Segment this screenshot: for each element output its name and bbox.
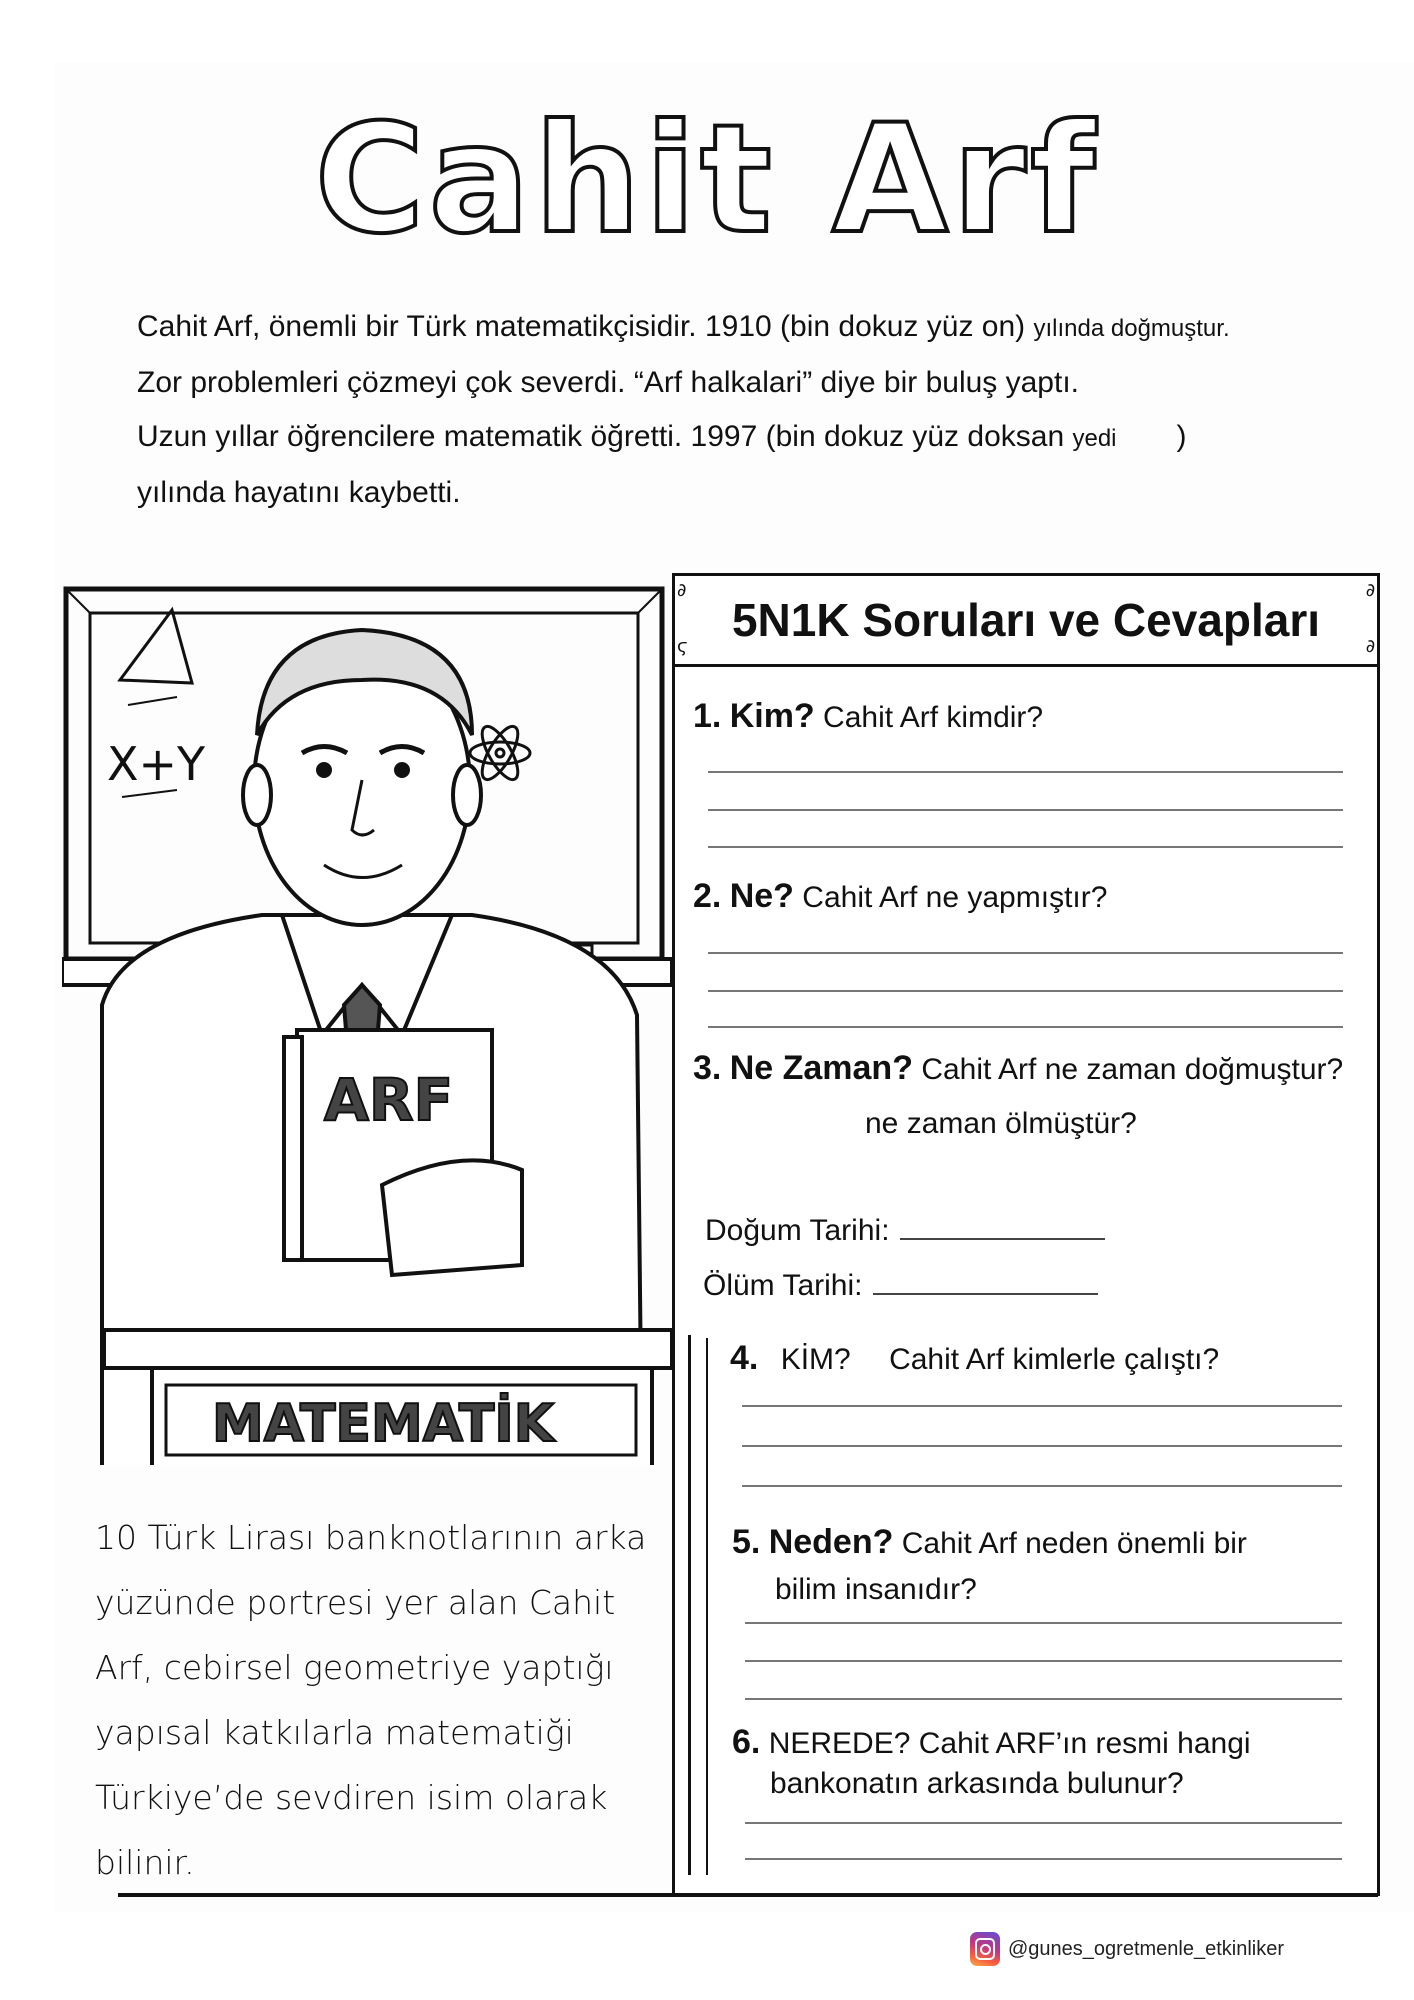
instagram-handle[interactable]: @gunes_ogretmenle_etkinliker (1008, 1937, 1285, 1960)
birth-date-label: Doğum Tarihi: (705, 1214, 890, 1247)
question-number: 3. (693, 1049, 722, 1087)
question-2 (693, 876, 1107, 918)
clip-icon: ∂ (1365, 636, 1375, 657)
intro-text: yılında doğmuştur. (1033, 315, 1230, 342)
desk-label: MATEMATİK (212, 1394, 555, 1454)
answer-line[interactable] (742, 1485, 1342, 1487)
book-label: ARF (324, 1066, 454, 1134)
question-number: 1. (693, 697, 722, 735)
answer-line[interactable] (708, 809, 1343, 811)
question-6-line2: bankonatın arkasında bulunur? (770, 1767, 1184, 1800)
question-keyword: Neden? (768, 1523, 894, 1561)
answer-line[interactable] (708, 846, 1343, 848)
question-keyword: Kim? (729, 697, 815, 735)
question-text: Cahit Arf neden önemli bir (901, 1527, 1247, 1560)
answer-line[interactable] (708, 990, 1343, 992)
question-keyword: NEREDE? (768, 1727, 911, 1760)
intro-line-1 (137, 300, 1387, 356)
panel-title: 5N1K Soruları ve Cevapları (731, 594, 1321, 646)
answer-line[interactable] (708, 1026, 1343, 1028)
death-date-label: Ölüm Tarihi: (703, 1269, 863, 1302)
inner-frame-line (706, 1338, 708, 1875)
answer-line[interactable] (745, 1822, 1342, 1824)
intro-text: Cahit Arf, önemli bir Türk matematikçisidir. 1910 (bin dokuz yüz on) (137, 310, 1026, 343)
answer-line[interactable] (745, 1622, 1342, 1624)
info-line: yüzünde portresi yer alan Cahit (95, 1583, 616, 1622)
footer-credit (970, 1932, 1284, 1966)
question-number: 6. (732, 1723, 761, 1761)
intro-line-2: Zor problemleri çözmeyi çok severdi. “Arf halkalari” diye bir buluş yaptı. (137, 366, 1079, 399)
clip-icon: ϛ (677, 636, 688, 657)
info-line: Arf, cebirsel geometriye yaptığı (95, 1648, 614, 1687)
question-3-line2: ne zaman ölmüştür? (865, 1107, 1137, 1140)
question-3 (693, 1048, 1343, 1090)
board-formula: X+Y (107, 737, 206, 791)
intro-text: yedi (1072, 425, 1117, 452)
intro-paragraph (137, 300, 1387, 520)
question-number: 2. (693, 877, 722, 915)
intro-line-4: yılında hayatını kaybetti. (137, 476, 461, 509)
info-line: Türkiye’de sevdiren isim olarak (95, 1778, 608, 1817)
question-5 (732, 1522, 1247, 1564)
question-number: 4. (730, 1339, 759, 1377)
info-line: bilinir. (95, 1843, 195, 1882)
book (284, 1030, 522, 1275)
answer-line[interactable] (745, 1698, 1342, 1700)
intro-text: Uzun yıllar öğrencilere matematik öğretti. 1997 (bin dokuz yüz doksan (137, 420, 1065, 453)
question-number: 5. (732, 1523, 761, 1561)
answer-line[interactable] (708, 771, 1343, 773)
answer-line[interactable] (745, 1858, 1342, 1860)
birth-date-input[interactable] (900, 1212, 1105, 1240)
info-paragraph (95, 1505, 675, 1895)
panel-header (675, 576, 1377, 667)
question-1 (693, 696, 1043, 738)
portrait-illustration (62, 585, 672, 1465)
question-keyword: Ne Zaman? (729, 1049, 913, 1087)
question-text: Cahit Arf ne zaman doğmuştur? (921, 1053, 1344, 1086)
question-text: Cahit Arf kimdir? (823, 701, 1044, 734)
info-line: yapısal katkılarla matematiği (95, 1713, 574, 1752)
desk (104, 1330, 672, 1465)
birth-date-field (705, 1211, 1105, 1251)
question-keyword: Ne? (729, 877, 794, 915)
clip-icon: ∂ (1365, 580, 1375, 601)
info-line: 10 Türk Lirası banknotlarının arka (95, 1518, 647, 1557)
question-text: Cahit ARF’ın resmi hangi (918, 1727, 1251, 1760)
question-text: Cahit Arf ne yapmıştır? (802, 881, 1108, 914)
clip-icon: ∂ (677, 580, 687, 601)
page-title: Cahit Arf (314, 93, 1100, 267)
answer-line[interactable] (745, 1660, 1342, 1662)
answer-line[interactable] (742, 1405, 1342, 1407)
question-4 (730, 1338, 1219, 1380)
triangle-icon (120, 610, 192, 705)
death-date-field (703, 1266, 1098, 1306)
answer-line[interactable] (708, 952, 1343, 954)
question-text: Cahit Arf kimlerle çalıştı? (889, 1343, 1220, 1376)
intro-text: ) (1176, 420, 1187, 453)
death-date-input[interactable] (873, 1267, 1098, 1295)
question-6 (732, 1722, 1251, 1764)
instagram-icon (970, 1932, 1000, 1966)
question-5-line2: bilim insanıdır? (775, 1573, 977, 1606)
intro-line-3 (137, 410, 1387, 466)
answer-line[interactable] (742, 1445, 1342, 1447)
question-keyword: KİM? (780, 1343, 851, 1376)
inner-frame-line (688, 1335, 691, 1875)
